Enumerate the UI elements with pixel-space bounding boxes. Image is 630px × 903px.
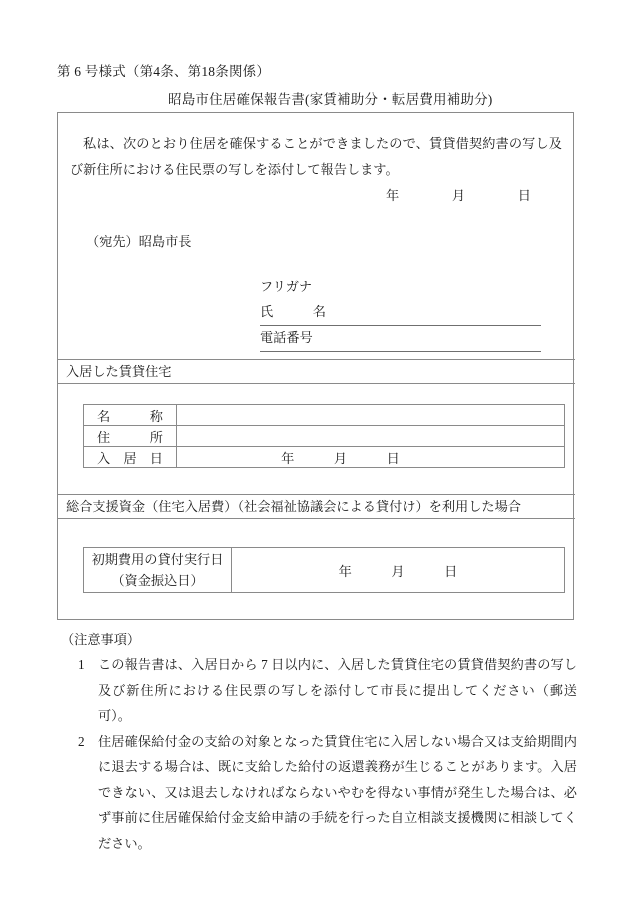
table-row	[84, 447, 565, 468]
document-title: 昭島市住居確保報告書(家賃補助分・転居費用補助分)	[168, 92, 493, 107]
notes-section	[57, 628, 577, 856]
form-main-box	[57, 112, 574, 620]
housing-row-label: 入 居 日	[84, 447, 177, 468]
loan-table	[83, 547, 565, 593]
addressee: （宛先）昭島市長	[86, 234, 192, 249]
housing-move-in-date-value[interactable]: 年 月 日	[177, 447, 565, 468]
loan-row-label	[84, 548, 232, 593]
note-number: 2	[78, 733, 85, 749]
housing-row-label: 名 称	[84, 405, 177, 426]
housing-row-label: 住 所	[84, 426, 177, 447]
intro-paragraph	[70, 131, 562, 183]
loan-date-value[interactable]: 年 月 日	[232, 548, 565, 593]
housing-table	[83, 404, 565, 468]
form-number: 第 6 号様式（第4条、第18条関係）	[57, 64, 271, 79]
note-item	[57, 729, 577, 857]
intro-paragraph-text: 私は、次のとおり住居を確保することができましたので、賃貸借契約書の写し及び新住所における住民票の写しを添付して報告します。	[70, 136, 562, 177]
note-number: 1	[78, 657, 85, 672]
notes-title: （注意事項）	[61, 632, 141, 647]
submission-date-line: 年 月 日	[385, 188, 531, 203]
note-item	[57, 652, 577, 729]
housing-row-value[interactable]	[177, 426, 565, 447]
table-row	[84, 426, 565, 447]
table-row	[84, 405, 565, 426]
signature-block	[260, 275, 541, 352]
phone-field[interactable]: 電話番号	[260, 326, 541, 352]
furigana-label: フリガナ	[260, 279, 313, 294]
section-header-loan: 総合支援資金（住宅入居費）（社会福祉協議会による貸付け）を利用した場合	[58, 494, 575, 519]
housing-row-value[interactable]	[177, 405, 565, 426]
name-field[interactable]: 氏 名	[260, 300, 541, 326]
section-header-housing: 入居した賃貸住宅	[58, 359, 575, 384]
loan-label-line2: （資金振込日）	[111, 573, 204, 588]
note-text: この報告書は、入居日から 7 日以内に、入居した賃貸住宅の賃貸借契約書の写し及び新住所における住民票の写しを添付して市長に提出してください（郵送可）。	[98, 657, 577, 723]
loan-label-line1: 初期費用の貸付実行日	[91, 552, 224, 567]
note-text: 住居確保給付金の支給の対象となった賃貸住宅に入居しない場合又は支給期間内に退去する場合は、既に支給した給付の返還義務が生じることがあります。入居できない、又は退去しなければならないやむを得ない事情が発生した場合は、必ず事前に住居確保給付金支給申請の手続を行った自立相談支援機関に相談してください。	[98, 733, 577, 851]
table-row	[84, 548, 565, 593]
